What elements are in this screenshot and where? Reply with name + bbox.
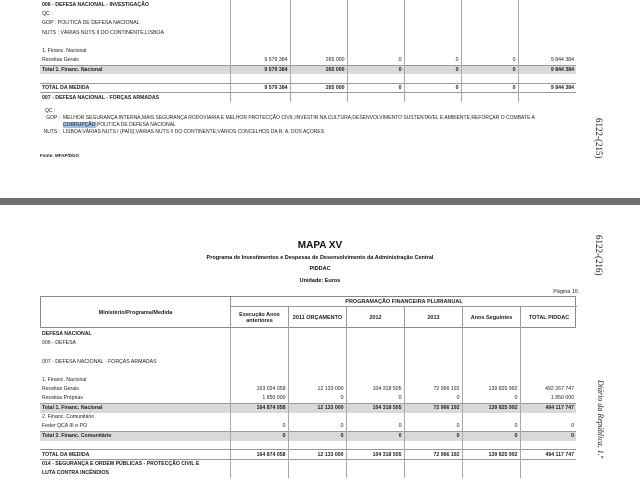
value-cell <box>230 74 290 83</box>
value-cell: 0 <box>461 84 518 93</box>
row-label: Total 1. Financ. Nacional <box>40 65 230 74</box>
value-cell <box>288 366 346 375</box>
value-cell <box>346 375 404 384</box>
value-cell <box>290 19 347 28</box>
value-cell <box>520 375 576 384</box>
row-label: 1. Financ. Nacional <box>40 375 230 384</box>
value-cell <box>520 338 576 347</box>
value-cell <box>404 441 462 450</box>
table-row <box>40 37 576 46</box>
value-cell <box>404 459 462 468</box>
value-cell <box>290 37 347 46</box>
value-cell <box>404 46 461 55</box>
table-row <box>40 403 576 412</box>
value-cell: 0 <box>347 56 404 65</box>
value-cell: 0 <box>462 394 520 403</box>
value-cell <box>520 468 576 477</box>
value-cell <box>520 459 576 468</box>
value-cell <box>230 46 290 55</box>
value-cell <box>404 74 461 83</box>
gop-line-continued: CORRUPÇÃO;POLITICA DE DEFESA NACIONAL <box>63 122 176 128</box>
value-cell <box>230 441 288 450</box>
value-cell: 9 579 384 <box>230 65 290 74</box>
value-cell: 492 267 747 <box>545 386 574 393</box>
value-cell <box>520 366 576 375</box>
value-cell <box>462 413 520 422</box>
side-page-number-top: 6122-(215) <box>594 118 604 159</box>
value-cell <box>518 28 576 37</box>
value-cell: 0 <box>404 394 462 403</box>
header-col-2012: 2012 <box>347 307 405 329</box>
value-cell <box>290 93 347 102</box>
value-cell <box>461 28 518 37</box>
row-label: TOTAL DA MEDIDA <box>40 450 230 459</box>
table-row <box>40 394 576 403</box>
value-cell <box>461 0 518 9</box>
table-row <box>40 338 576 347</box>
row-label <box>40 348 230 357</box>
bottom-budget-table <box>40 329 576 478</box>
value-cell <box>404 9 461 18</box>
value-cell: 0 <box>347 84 404 93</box>
value-cell: 9 844 384 <box>550 57 574 64</box>
header-col-2011: 2011 ORÇAMENTO <box>289 307 347 329</box>
value-cell <box>290 28 347 37</box>
value-cell: 0 <box>404 422 462 431</box>
value-cell: 0 <box>461 65 518 74</box>
row-label: Feder QCA III e PO <box>40 422 230 431</box>
value-cell: 12 133 000 <box>288 403 346 412</box>
value-cell: 72 966 192 <box>404 450 462 459</box>
table-row <box>40 468 576 477</box>
value-cell <box>520 441 576 450</box>
value-cell <box>461 37 518 46</box>
value-cell: 0 <box>404 84 461 93</box>
value-cell <box>230 329 288 338</box>
row-label <box>40 74 230 83</box>
value-cell: 12 133 000 <box>288 385 346 394</box>
value-cell: 0 <box>288 422 346 431</box>
row-label: 1. Financ. Nacional <box>40 46 230 55</box>
value-cell <box>346 357 404 366</box>
row-label: 006 - DEFESA <box>40 338 230 347</box>
row-label: Receitas Gerais <box>40 56 230 65</box>
value-cell <box>290 74 347 83</box>
value-cell: 104 318 505 <box>346 385 404 394</box>
nuts-line: NUTS : LISBOA;VÁRIAS NUTS I (PAÍS);VÁRIAS NUTS II DO CONTINENTE;VÁRIOS CONCELHOS DA R. A. DOS AÇORES <box>43 129 325 135</box>
value-cell: 0 <box>571 423 574 430</box>
value-cell: 0 <box>404 56 461 65</box>
table-row <box>40 74 576 83</box>
header-col-previous: Execução Anos anteriores <box>231 307 289 329</box>
measure-descriptors <box>40 108 576 136</box>
value-cell: 0 <box>346 394 404 403</box>
value-cell <box>404 366 462 375</box>
map-subtitle: Programa de Investimentos e Despesas de Desenvolvimento da Administração Central <box>206 255 434 261</box>
value-cell <box>288 468 346 477</box>
value-cell <box>462 338 520 347</box>
row-label: Total 2. Financ. Comunitário <box>40 431 230 440</box>
value-cell: 0 <box>461 56 518 65</box>
value-cell: 1 850 000 <box>550 395 574 402</box>
value-cell: 0 <box>288 394 346 403</box>
value-cell: 139 825 992 <box>462 450 520 459</box>
value-cell: 164 874 058 <box>230 450 288 459</box>
value-cell <box>230 19 290 28</box>
value-cell <box>230 357 288 366</box>
table-row <box>40 357 576 366</box>
value-cell <box>461 93 518 102</box>
value-cell <box>462 468 520 477</box>
value-cell: 104 318 505 <box>346 450 404 459</box>
table-row <box>40 431 576 440</box>
table-row <box>40 46 576 55</box>
value-cell <box>290 0 347 9</box>
piddac-label: PIDDAC <box>309 266 331 272</box>
value-cell: 1 850 000 <box>230 394 288 403</box>
value-cell <box>404 19 461 28</box>
value-cell: 72 966 192 <box>404 385 462 394</box>
value-cell <box>346 441 404 450</box>
value-cell <box>288 441 346 450</box>
value-cell: 139 825 992 <box>462 385 520 394</box>
value-cell <box>347 9 404 18</box>
row-label: 2. Financ. Comunitário <box>40 413 230 422</box>
header-col-total: TOTAL PIDDAC <box>528 314 570 321</box>
value-cell: 0 <box>230 431 288 440</box>
qc-line: QC : <box>45 108 56 114</box>
value-cell: 265 000 <box>290 56 347 65</box>
row-label: NUTS : VÁRIAS NUTS II DO CONTINENTE,LISBOA <box>40 28 230 37</box>
row-label: 007 - DEFESA NACIONAL - FORÇAS ARMADAS <box>40 93 230 102</box>
value-cell <box>230 9 290 18</box>
value-cell: 9 579 384 <box>230 84 290 93</box>
value-cell <box>404 93 461 102</box>
side-journal-title: Diário da República, 1.ª <box>596 380 605 458</box>
header-col-2013: 2013 <box>405 307 463 329</box>
value-cell <box>288 348 346 357</box>
value-cell <box>461 9 518 18</box>
row-label: 006 - DEFESA NACIONAL - INVESTIGAÇÃO <box>40 0 230 9</box>
value-cell <box>346 338 404 347</box>
table-row <box>40 28 576 37</box>
value-cell <box>290 46 347 55</box>
value-cell: 104 318 505 <box>346 403 404 412</box>
page-gap <box>0 198 640 205</box>
value-cell <box>230 459 288 468</box>
value-cell: 0 <box>404 431 462 440</box>
value-cell <box>290 9 347 18</box>
value-cell: 265 000 <box>290 65 347 74</box>
value-cell <box>462 375 520 384</box>
value-cell <box>230 375 288 384</box>
unit-label: Unidade: Euros <box>299 278 341 284</box>
value-cell <box>346 329 404 338</box>
table-row <box>40 19 576 28</box>
value-cell <box>462 459 520 468</box>
value-cell <box>346 348 404 357</box>
row-label: GOP : POLITICA DE DEFESA NACIONAL <box>40 19 230 28</box>
value-cell <box>462 329 520 338</box>
value-cell <box>288 329 346 338</box>
source-note: Fonte: MFAP/DGO <box>40 153 79 158</box>
value-cell <box>404 329 462 338</box>
table-row <box>40 441 576 450</box>
value-cell: 163 024 058 <box>230 385 288 394</box>
value-cell <box>518 19 576 28</box>
table-row <box>40 0 576 9</box>
row-label: 007 - DEFESA NACIONAL - FORÇAS ARMADAS <box>40 357 230 366</box>
header-col-following: Anos Seguintes <box>463 307 521 329</box>
table-row <box>40 375 576 384</box>
value-cell: 494 117 747 <box>520 450 576 459</box>
value-cell: 0 <box>520 431 576 440</box>
value-cell <box>346 413 404 422</box>
value-cell <box>462 357 520 366</box>
value-cell: 0 <box>230 422 288 431</box>
table-header <box>40 296 576 328</box>
value-cell <box>518 93 576 102</box>
value-cell <box>404 375 462 384</box>
value-cell <box>520 329 576 338</box>
value-cell <box>461 46 518 55</box>
value-cell: 9 844 384 <box>518 84 576 93</box>
value-cell <box>230 37 290 46</box>
value-cell <box>518 0 576 9</box>
value-cell <box>518 74 576 83</box>
value-cell <box>288 459 346 468</box>
gop-line: GOP : MELHOR SEGURANÇA INTERNA,MAIS SEGURANÇA RODOVIARIA E MELHOR PROTECÇÃO CIVIL;INVESTIR NA CULTURA;DESENVOLVIMENTO SUSTENTAVEL E AMBIENTE;REFORÇAR O COMBATE A <box>46 115 535 121</box>
table-row <box>40 385 576 394</box>
table-row <box>40 422 576 431</box>
table-row <box>40 450 576 459</box>
value-cell <box>461 74 518 83</box>
table-row <box>40 348 576 357</box>
table-row <box>40 459 576 468</box>
value-cell <box>230 338 288 347</box>
row-label: Receitas Próprias <box>40 394 230 403</box>
selected-text-highlight[interactable]: CORRUPÇÃO <box>63 122 96 128</box>
row-label: LUTA CONTRA INCÊNDIOS <box>40 468 230 477</box>
table-row <box>40 9 576 18</box>
value-cell <box>404 357 462 366</box>
value-cell <box>404 0 461 9</box>
value-cell <box>346 366 404 375</box>
value-cell: 265 000 <box>290 84 347 93</box>
value-cell <box>230 93 290 102</box>
table-row <box>40 329 576 338</box>
value-cell: 494 117 747 <box>520 403 576 412</box>
value-cell: 9 844 384 <box>518 65 576 74</box>
table-row <box>40 84 576 93</box>
row-label: QC : <box>40 9 230 18</box>
row-label <box>40 37 230 46</box>
value-cell <box>347 74 404 83</box>
value-cell <box>347 46 404 55</box>
value-cell: 139 825 992 <box>462 403 520 412</box>
value-cell <box>347 37 404 46</box>
value-cell <box>230 468 288 477</box>
value-cell <box>230 28 290 37</box>
value-cell <box>346 459 404 468</box>
row-label: DEFESA NACIONAL <box>40 329 230 338</box>
value-cell: 164 874 058 <box>230 403 288 412</box>
top-page <box>0 0 640 198</box>
value-cell: 9 579 384 <box>230 56 290 65</box>
value-cell <box>347 0 404 9</box>
value-cell: 0 <box>404 65 461 74</box>
value-cell: 72 966 192 <box>404 403 462 412</box>
value-cell: 0 <box>346 431 404 440</box>
value-cell <box>288 375 346 384</box>
table-row <box>40 56 576 65</box>
value-cell <box>520 357 576 366</box>
row-label: Total 1. Financ. Nacional <box>40 403 230 412</box>
value-cell <box>230 413 288 422</box>
row-label: TOTAL DA MEDIDA <box>40 84 230 93</box>
value-cell <box>518 9 576 18</box>
value-cell <box>462 441 520 450</box>
map-title: MAPA XV <box>297 240 343 251</box>
value-cell <box>404 413 462 422</box>
value-cell <box>288 413 346 422</box>
value-cell <box>404 37 461 46</box>
value-cell: 0 <box>462 422 520 431</box>
row-label: Receitas Gerais <box>40 385 230 394</box>
side-page-number-bottom: 6122-(216) <box>594 235 604 276</box>
value-cell <box>347 93 404 102</box>
value-cell <box>404 28 461 37</box>
value-cell <box>230 0 290 9</box>
value-cell <box>518 46 576 55</box>
table-row <box>40 366 576 375</box>
value-cell <box>347 28 404 37</box>
value-cell <box>347 19 404 28</box>
value-cell <box>404 338 462 347</box>
value-cell: 0 <box>288 431 346 440</box>
value-cell <box>462 348 520 357</box>
value-cell <box>520 348 576 357</box>
value-cell <box>518 37 576 46</box>
value-cell <box>461 19 518 28</box>
value-cell: 12 133 000 <box>288 450 346 459</box>
value-cell <box>230 366 288 375</box>
row-label <box>40 366 230 375</box>
value-cell <box>462 366 520 375</box>
header-financial-group: PROGRAMAÇÃO FINANCEIRA PLURIANUAL <box>231 297 577 307</box>
value-cell <box>288 357 346 366</box>
value-cell <box>520 413 576 422</box>
value-cell <box>404 468 462 477</box>
value-cell <box>230 348 288 357</box>
top-budget-table <box>40 0 576 102</box>
header-ministry-col: Ministério/Programa/Medida <box>41 297 231 329</box>
value-cell: 0 <box>347 65 404 74</box>
value-cell <box>288 338 346 347</box>
row-label <box>40 441 230 450</box>
page-number-label: Página 16 <box>553 289 578 295</box>
value-cell <box>346 468 404 477</box>
value-cell: 0 <box>346 422 404 431</box>
row-label: 014 - SEGURANÇA E ORDEM PÚBLICAS - PROTECÇÃO CIVIL E <box>40 459 230 468</box>
table-row <box>40 413 576 422</box>
table-row <box>40 65 576 74</box>
value-cell: 0 <box>462 431 520 440</box>
value-cell <box>404 348 462 357</box>
table-row <box>40 93 576 102</box>
